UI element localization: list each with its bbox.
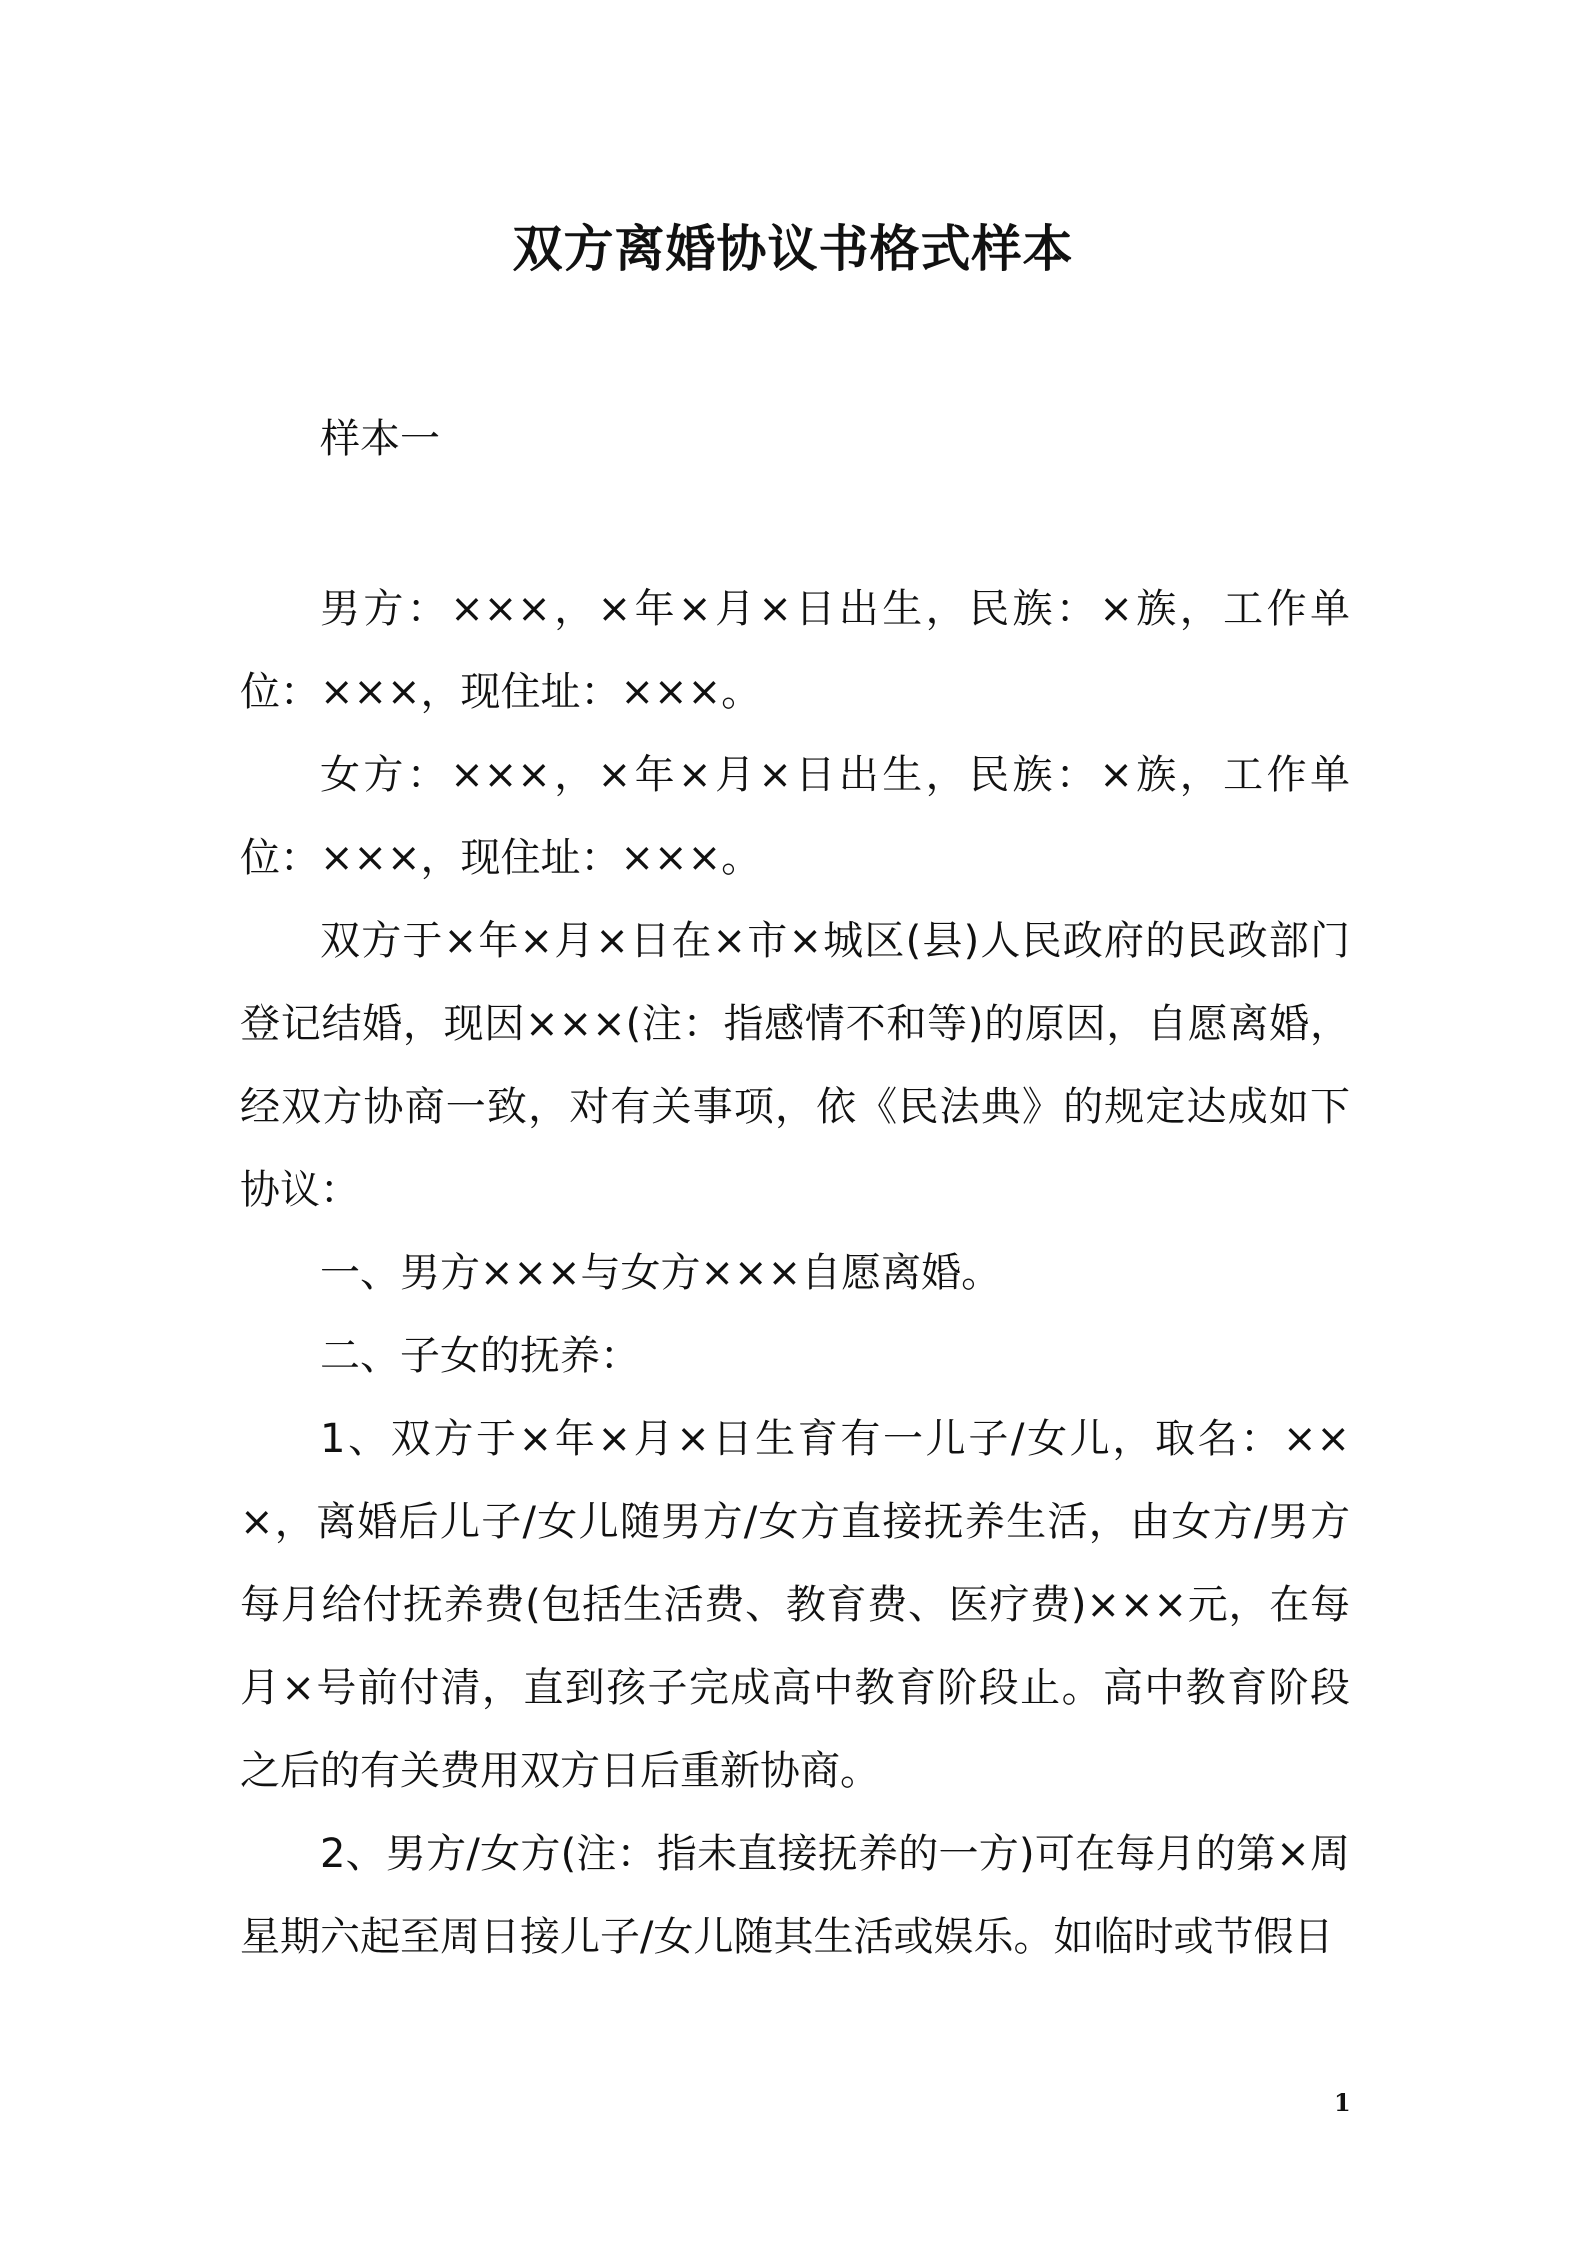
document-body	[240, 568, 1350, 1979]
paragraph-clause-2-heading: 二、子女的抚养：	[320, 1333, 640, 1379]
paragraph-child-custody: 1、双方于×年×月×日生育有一儿子/女儿，取名：×××，离婚后儿子/女儿随男方/女方直接抚养生活，由女方/男方每月给付抚养费(包括生活费、教育费、医疗费)×××元，在每月×号前付清，直到孩子完成高中教育阶段止。高中教育阶段之后的有关费用双方日后重新协商。	[240, 1416, 1350, 1794]
page-number: 1	[1334, 2088, 1351, 2117]
paragraph-marriage-background: 双方于×年×月×日在×市×城区(县)人民政府的民政部门登记结婚，现因×××(注：指感情不和等)的原因，自愿离婚，经双方协商一致，对有关事项，依《民法典》的规定达成如下协议：	[240, 918, 1350, 1213]
sample-heading: 样本一	[320, 416, 440, 462]
paragraph-male-party: 男方：×××，×年×月×日出生，民族：×族，工作单位：×××，现住址：×××。	[240, 586, 1350, 715]
paragraph-female-party: 女方：×××，×年×月×日出生，民族：×族，工作单位：×××，现住址：×××。	[240, 752, 1350, 881]
paragraph-visitation: 2、男方/女方(注：指未直接抚养的一方)可在每月的第×周星期六起至周日接儿子/女儿随其生活或娱乐。如临时或节假日	[240, 1831, 1350, 1960]
document-title: 双方离婚协议书格式样本	[512, 220, 1074, 278]
paragraph-clause-1: 一、男方×××与女方×××自愿离婚。	[320, 1250, 1002, 1296]
